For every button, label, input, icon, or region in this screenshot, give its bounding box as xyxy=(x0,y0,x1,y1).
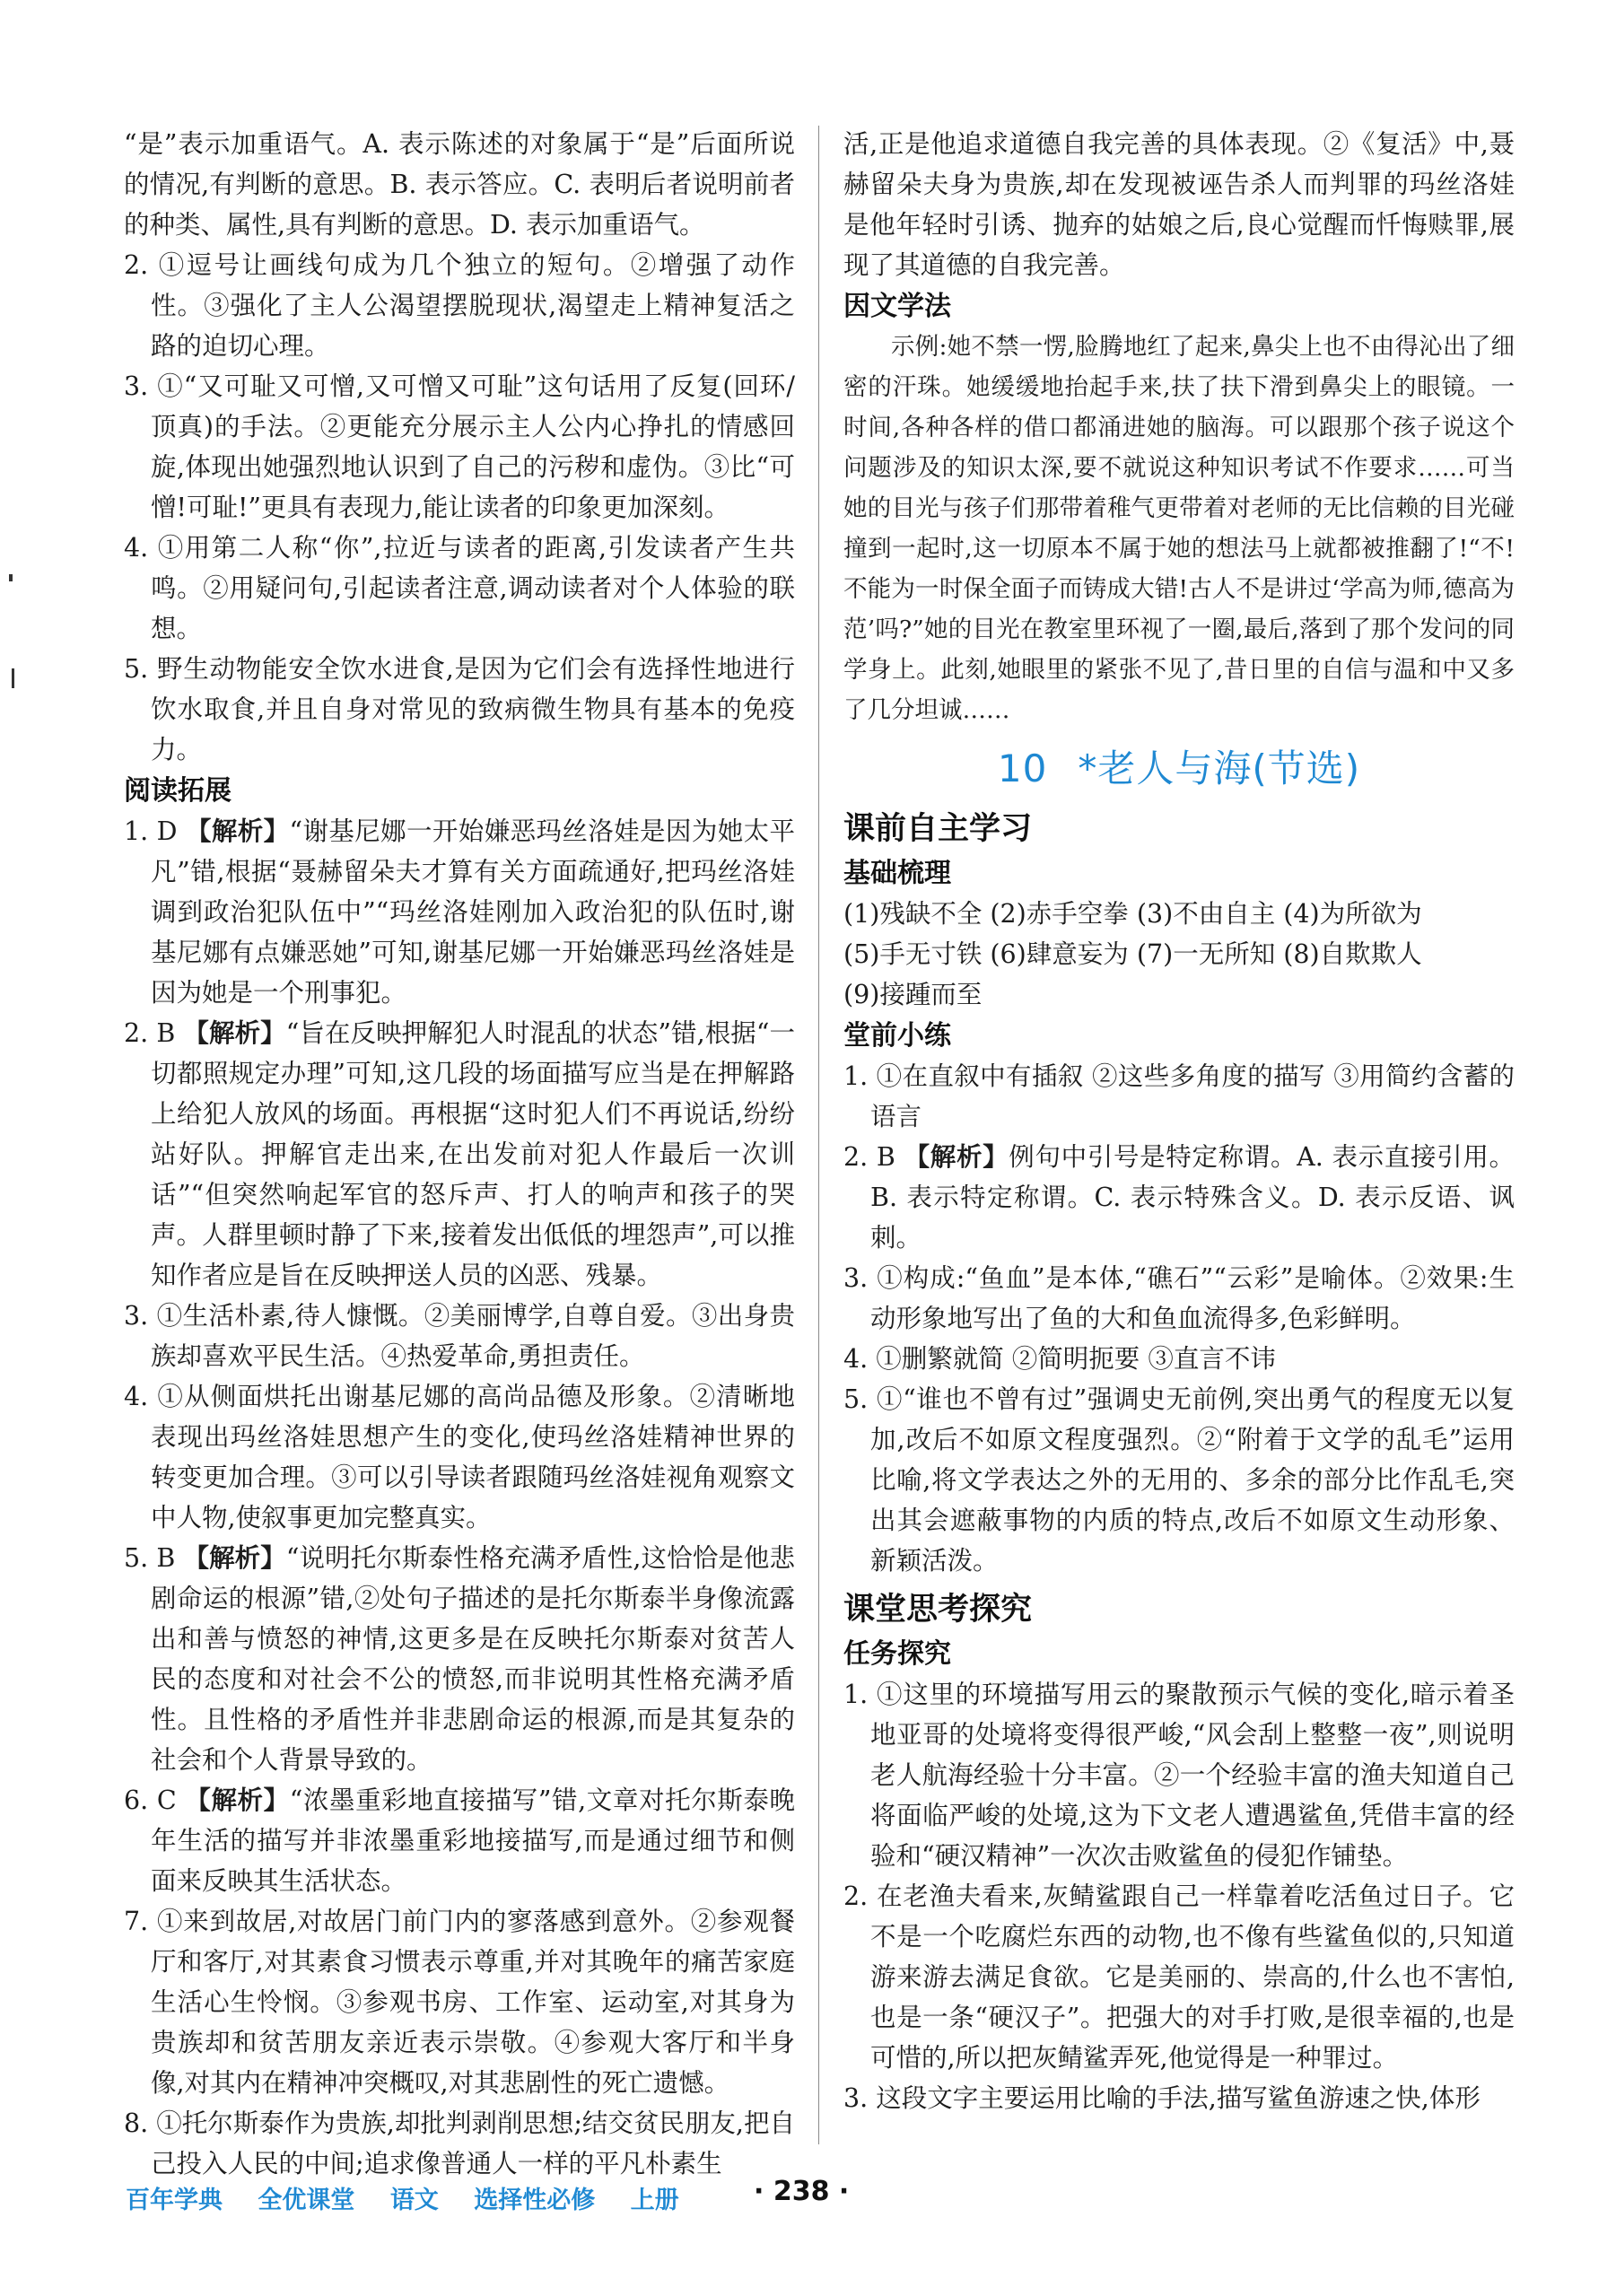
answer-lead: 1. D xyxy=(124,816,178,846)
basic-row: (1)残缺不全 (2)赤手空拳 (3)不由自主 (4)为所欲为 xyxy=(843,899,1422,929)
subheading-basic: 基础梳理 xyxy=(843,858,951,889)
section-heading-reading: 阅读拓展 xyxy=(124,775,231,807)
section-heading-preclass: 课前自主学习 xyxy=(843,811,1033,847)
answer-text: “旨在反映押解犯人时混乱的状态”错,根据“一切都照规定办理”可知,这几段的场面描写应当是在押解路上给犯人放风的场面。再根据“这时犯人们不再说话,纷纷站好队。押解官走出来,在出发前对犯人作最后一次训话”“但突然响起军官的怒斥声、打人的响声和孩子的哭声。人群里顿时静了下来,接着发出低低的埋怨声”,可以推知作者应是旨在反映押送人员的凶恶、残暴。 xyxy=(151,1018,795,1290)
answer-item: 7. ①来到故居,对故居门前门内的寥落感到意外。②参观餐厅和客厅,对其素食习惯表示尊重,并对其晚年的痛苦家庭生活心生怜悯。③参观书房、工作室、运动室,对其身为贵族却和贫苦朋友亲近表示崇敬。④参观大客厅和半身像,对其内在精神冲突概叹,对其悲剧性的死亡遗憾。 xyxy=(124,1907,795,2098)
list-item: 2. ①逗号让画线句成为几个独立的短句。②增强了动作性。③强化了主人公渴望摆脱现状,渴望走上精神复活之路的迫切心理。 xyxy=(124,250,795,361)
answer-lead: 6. C xyxy=(124,1785,177,1815)
footer-volume-type: 选择性必修 xyxy=(474,2187,596,2214)
task-item: 2. 在老渔夫看来,灰鲭鲨跟自己一样靠着吃活鱼过日子。它不是一个吃腐烂东西的动物,也不像有些鲨鱼似的,只知道游来游去满足食欲。它是美丽的、崇高的,什么也不害怕,也是一条“硬汉子”。把强大的对手打败,是很幸福的,也是可惜的,所以把灰鲭鲨弄死,他觉得是一种罪过。 xyxy=(843,1881,1515,2073)
intro-paragraph: “是”表示加重语气。A. 表示陈述的对象属于“是”后面所说的情况,有判断的意思。B. 表示答应。C. 表明后者说明前者的种类、属性,具有判断的意思。D. 表示加重语气。 xyxy=(124,129,795,240)
answer-item: 3. ①生活朴素,待人慷慨。②美丽博学,自尊自爱。③出身贵族却喜欢平民生活。④热爱革命,勇担责任。 xyxy=(124,1301,795,1371)
analysis-tag: 【解析】 xyxy=(904,1142,1009,1172)
answer-lead: 2. B xyxy=(843,1142,895,1172)
list-item: 5. 野生动物能安全饮水进食,是因为它们会有选择性地进行饮水取食,并且自身对常见的致病微生物具有基本的免疫力。 xyxy=(124,654,795,764)
task-item: 1. ①这里的环境描写用云的聚散预示气候的变化,暗示着圣地亚哥的处境将变得很严峻,“风会刮上整整一夜”,则说明老人航海经验十分丰富。②一个经验丰富的渔夫知道自己将面临严峻的处境,这为下文老人遭遇鲨鱼,凭借丰富的经验和“硬汉精神”一次次击败鲨鱼的侵犯作铺垫。 xyxy=(843,1680,1515,1871)
section-heading-style: 因文学法 xyxy=(843,291,951,322)
answer-text: “浓墨重彩地直接描写”错,文章对托尔斯泰晚年生活的描写并非浓墨重彩地接描写,而是通过细节和侧面来反映其生活状态。 xyxy=(151,1785,796,1896)
footer-subject: 语文 xyxy=(389,2187,439,2214)
lesson-name: *老人与海(节选) xyxy=(1078,746,1361,790)
list-item: 3. ①“又可耻又可憎,又可憎又可耻”这句话用了反复(回环/顶真)的手法。②更能充分展示主人公内心挣扎的情感回旋,体现出她强烈地认识到了自己的污秽和虚伪。③比“可憎!可耻!”更具有表现力,能让读者的印象更加深刻。 xyxy=(124,371,795,522)
answer-item xyxy=(124,811,795,1013)
answer-text: “说明托尔斯泰性格充满矛盾性,这恰恰是他悲剧命运的根源”错,②处句子描述的是托尔斯泰半身像流露出和善与愤怒的神情,这更多是在反映托尔斯泰对贫苦人民的态度和对社会不公的愤怒,而非说明其性格充满矛盾性。且性格的矛盾性并非悲剧命运的根源,而是其复杂的社会和个人背景导致的。 xyxy=(151,1543,795,1775)
continued-paragraph: 活,正是他追求道德自我完善的具体表现。②《复活》中,聂赫留朵夫身为贵族,却在发现被诬告杀人而判罪的玛丝洛娃是他年轻时引诱、抛弃的姑娘之后,良心觉醒而忏悔赎罪,展现了其道德的自我完善。 xyxy=(843,129,1515,280)
section-heading-inclass: 课堂思考探究 xyxy=(843,1592,1033,1628)
answer-item: 8. ①托尔斯泰作为贵族,却批判剥削思想;结交贫民朋友,把自己投入人民的中间;追求像普通人一样的平凡朴素生 xyxy=(124,2108,795,2178)
basic-row: (9)接踵而至 xyxy=(843,980,983,1009)
answer-item xyxy=(124,1538,795,1780)
footer-series: 百年学典 xyxy=(126,2187,223,2214)
practice-item: 5. ①“谁也不曾有过”强调史无前例,突出勇气的程度无以复加,改后不如原文程度强烈。②“附着于文学的乱毛”运用比喻,将文学表达之外的无用的、多余的部分比作乱毛,突出其会遮蔽事物的内质的特点,改后不如原文生动形象、新颖活泼。 xyxy=(843,1384,1515,1576)
example-paragraph: 示例:她不禁一愣,脸腾地红了起来,鼻尖上也不由得沁出了细密的汗珠。她缓缓地抬起手来,扶了扶下滑到鼻尖上的眼镜。一时间,各种各样的借口都涌进她的脑海。可以跟那个孩子说这个问题涉及的知识太深,要不就说这种知识考试不作要求……可当她的目光与孩子们那带着稚气更带着对老师的无比信赖的目光碰撞到一起时,这一切原本不属于她的想法马上就都被推翻了!“不!不能为一时保全面子而铸成大错!古人不是讲过‘学高为师,德高为范’吗?”她的目光在教室里环视了一圈,最后,落到了那个发问的同学身上。此刻,她眼里的紧张不见了,昔日里的自信与温和中又多了几分坦诚…… xyxy=(843,333,1515,724)
footer-volume: 上册 xyxy=(630,2187,679,2214)
analysis-tag: 【解析】 xyxy=(183,1543,286,1573)
column-divider xyxy=(818,126,819,2144)
answer-lead: 2. B xyxy=(124,1018,176,1048)
left-column xyxy=(124,124,795,2184)
scan-mark xyxy=(12,668,14,688)
answer-item xyxy=(124,1013,795,1296)
practice-item: 4. ①删繁就简 ②简明扼要 ③直言不讳 xyxy=(843,1344,1276,1374)
footer-course: 全优课堂 xyxy=(258,2187,355,2214)
answer-text: “谢基尼娜一开始嫌恶玛丝洛娃是因为她太平凡”错,根据“聂赫留朵夫才算有关方面疏通好,把玛丝洛娃调到政治犯队伍中”“玛丝洛娃刚加入政治犯的队伍时,谢基尼娜有点嫌恶她”可知,谢基尼娜一开始嫌恶玛丝洛娃是因为她是一个刑事犯。 xyxy=(151,816,795,1008)
lesson-number: 10 xyxy=(997,746,1048,790)
right-column xyxy=(843,124,1515,2118)
analysis-tag: 【解析】 xyxy=(183,1018,286,1048)
answer-item xyxy=(124,1780,795,1901)
analysis-tag: 【解析】 xyxy=(185,1785,290,1815)
answer-item: 4. ①从侧面烘托出谢基尼娜的高尚品德及形象。②清晰地表现出玛丝洛娃思想产生的变化,使玛丝洛娃精神世界的转变更加合理。③可以引导读者跟随玛丝洛娃视角观察文中人物,使叙事更加完整真实。 xyxy=(124,1382,795,1532)
practice-item: 3. ①构成:“鱼血”是本体,“礁石”“云彩”是喻体。②效果:生动形象地写出了鱼的大和鱼血流得多,色彩鲜明。 xyxy=(843,1263,1515,1333)
practice-item xyxy=(843,1137,1515,1258)
answer-lead: 5. B xyxy=(124,1543,176,1573)
lesson-title xyxy=(843,738,1515,800)
subheading-task: 任务探究 xyxy=(843,1638,951,1670)
practice-item: 1. ①在直叙中有插叙 ②这些多角度的描写 ③用简约含蓄的语言 xyxy=(843,1061,1515,1131)
analysis-tag: 【解析】 xyxy=(185,816,290,846)
page-number: · 238 · xyxy=(754,2176,850,2207)
basic-row: (5)手无寸铁 (6)肆意妄为 (7)一无所知 (8)自欺欺人 xyxy=(843,939,1422,969)
scan-mark xyxy=(9,574,13,581)
answer-text: 例句中引号是特定称谓。A. 表示直接引用。B. 表示特定称谓。C. 表示特殊含义。D. 表示反语、讽刺。 xyxy=(870,1142,1515,1253)
list-item: 4. ①用第二人称“你”,拉近与读者的距离,引发读者产生共鸣。②用疑问句,引起读者注意,调动读者对个人体验的联想。 xyxy=(124,533,795,643)
task-item: 3. 这段文字主要运用比喻的手法,描写鲨鱼游速之快,体形 xyxy=(843,2083,1481,2113)
subheading-practice: 堂前小练 xyxy=(843,1020,951,1052)
